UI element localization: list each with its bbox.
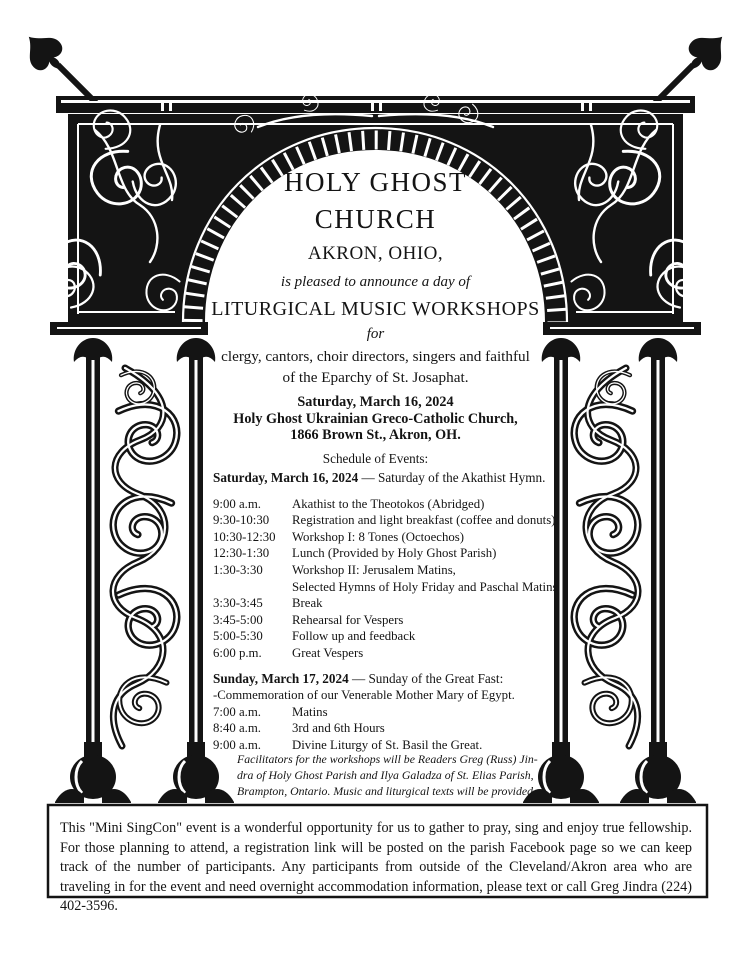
schedule-row bbox=[213, 645, 563, 662]
saturday-subtitle: — Saturday of the Akathist Hymn. bbox=[358, 470, 546, 485]
schedule-desc: Lunch (Provided by Holy Ghost Parish) bbox=[292, 546, 497, 561]
top-rail bbox=[16, 24, 735, 113]
schedule-row bbox=[213, 612, 563, 629]
schedule-desc: Workshop II: Jerusalem Matins, bbox=[292, 562, 456, 577]
schedule-heading: Schedule of Events: bbox=[322, 450, 429, 466]
schedule-desc: Registration and light breakfast (coffee and donuts) bbox=[292, 513, 556, 528]
schedule-desc: Akathist to the Theotokos (Abridged) bbox=[292, 496, 485, 511]
facilitators-note bbox=[237, 751, 538, 799]
schedule-time: 10:30-12:30 bbox=[213, 529, 276, 544]
schedule-row bbox=[213, 579, 563, 596]
audience-line2: of the Eparchy of St. Josaphat. bbox=[282, 369, 469, 386]
sunday-subtitle2: -Commemoration of our Venerable Mother Mary of Egypt. bbox=[213, 688, 515, 703]
event-date: Saturday, March 16, 2024 bbox=[297, 394, 454, 410]
schedule-time: 8:40 a.m. bbox=[213, 721, 261, 736]
schedule-desc: Selected Hymns of Holy Friday and Paschal Matins bbox=[292, 579, 558, 594]
church-location: AKRON, OHIO, bbox=[307, 243, 444, 264]
facilitators-line: Facilitators for the workshops will be Readers Greg (Russ) Jin- bbox=[237, 752, 538, 766]
sunday-subtitle: — Sunday of the Great Fast: bbox=[348, 670, 504, 686]
facilitators-line: Brampton, Ontario. Music and liturgical texts will be provided. bbox=[237, 784, 536, 798]
saturday-header bbox=[213, 470, 563, 487]
schedule-time: 3:45-5:00 bbox=[213, 612, 263, 627]
schedule-time: 9:30-10:30 bbox=[213, 513, 270, 528]
venue-line2: 1866 Brown St., Akron, OH. bbox=[290, 427, 461, 443]
schedule-time: 7:00 a.m. bbox=[213, 704, 261, 719]
schedule-time: 5:00-5:30 bbox=[213, 629, 263, 644]
schedule-time: 9:00 a.m. bbox=[213, 496, 261, 511]
schedule-desc: Follow up and feedback bbox=[292, 629, 416, 644]
schedule-row bbox=[213, 628, 563, 645]
header-text bbox=[188, 164, 563, 469]
footer-note: This "Mini SingCon" event is a wonderful opportunity for us to gather to pray, sing and enjoy true fellowship. For those planning to attend, a registration link will be posted on the parish Facebook page so we can keep track of the number of participants. Any participants from outside of the Cleveland/Akron area who are traveling in for the event and need overnight accommodation information, please text or call Greg Jindra (224) 402-3596. bbox=[60, 820, 692, 915]
schedule-row bbox=[213, 562, 563, 579]
venue-line1: Holy Ghost Ukrainian Greco-Catholic Church, bbox=[233, 410, 518, 427]
schedule-time: 12:30-1:30 bbox=[213, 546, 270, 561]
sunday-header bbox=[213, 671, 563, 688]
sunday-date: Sunday, March 17, 2024 bbox=[213, 670, 349, 686]
schedule-time: 1:30-3:30 bbox=[213, 562, 263, 577]
schedule bbox=[213, 470, 563, 754]
for-word: for bbox=[366, 326, 385, 342]
schedule-row bbox=[213, 595, 563, 612]
schedule-row bbox=[213, 512, 563, 529]
event-title: LITURGICAL MUSIC WORKSHOPS bbox=[211, 298, 540, 320]
schedule-row bbox=[213, 529, 563, 546]
schedule-row bbox=[213, 496, 563, 513]
church-name-line1: HOLY GHOST bbox=[283, 167, 468, 197]
schedule-desc: Rehearsal for Vespers bbox=[292, 612, 404, 627]
schedule-desc: Break bbox=[292, 596, 323, 611]
schedule-desc: Great Vespers bbox=[292, 645, 364, 660]
facilitators-line: dra of Holy Ghost Parish and Ilya Galadza of St. Elias Parish, bbox=[237, 768, 534, 782]
schedule-desc: 3rd and 6th Hours bbox=[292, 721, 385, 736]
schedule-time: 6:00 p.m. bbox=[213, 645, 262, 660]
saturday-date: Saturday, March 16, 2024 bbox=[213, 470, 359, 485]
vine-left bbox=[113, 368, 177, 746]
audience-line1: clergy, cantors, choir directors, singers and faithful bbox=[221, 348, 530, 365]
schedule-desc: Divine Liturgy of St. Basil the Great. bbox=[292, 737, 483, 752]
schedule-row bbox=[213, 545, 563, 562]
schedule-row bbox=[213, 720, 563, 737]
announce-line: is pleased to announce a day of bbox=[280, 274, 471, 290]
schedule-time: 3:30-3:45 bbox=[213, 596, 263, 611]
schedule-desc: Workshop I: 8 Tones (Octoechos) bbox=[292, 529, 464, 544]
schedule-row bbox=[213, 704, 563, 721]
church-name-line2: CHURCH bbox=[314, 204, 437, 234]
schedule-desc: Matins bbox=[292, 704, 328, 719]
schedule-time: 9:00 a.m. bbox=[213, 737, 261, 752]
vine-right bbox=[574, 368, 638, 746]
